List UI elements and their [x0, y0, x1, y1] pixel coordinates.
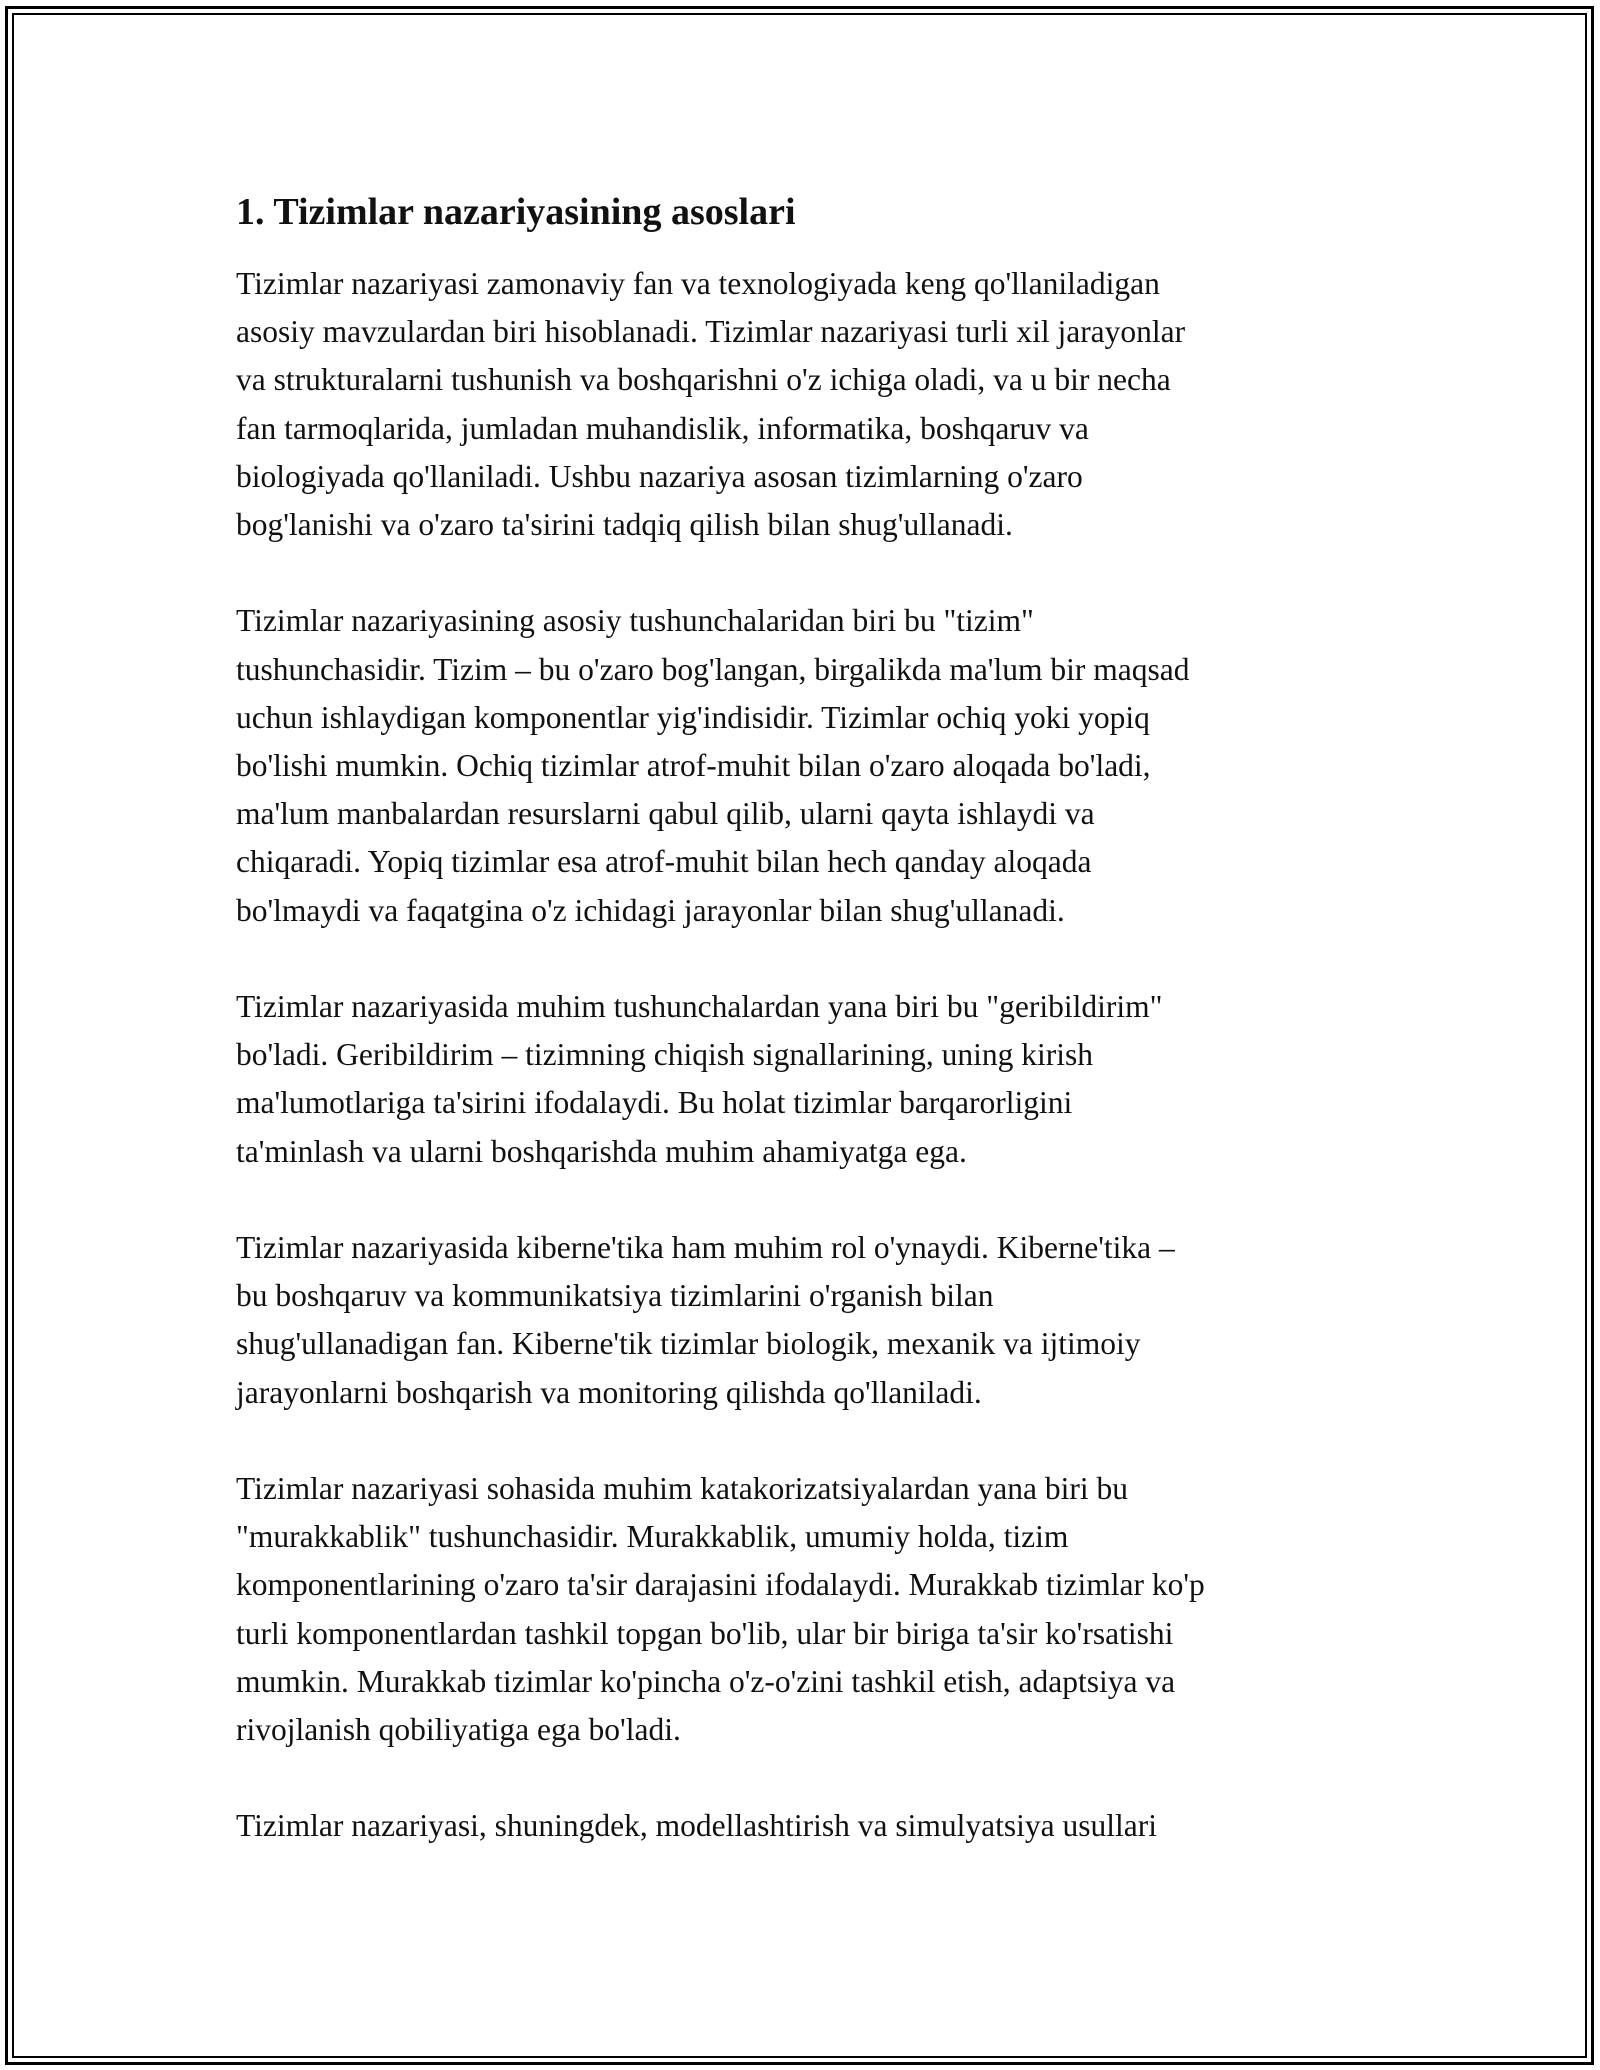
text-line: biologiyada qo'llaniladi. Ushbu nazariya asosan tizimlarning o'zaro: [236, 458, 1083, 494]
text-line: Tizimlar nazariyasi sohasida muhim katakorizatsiyalardan yana biri bu: [236, 1471, 1128, 1507]
paragraph-kibernetika: [236, 1224, 1376, 1417]
text-line: ma'lum manbalardan resurslarni qabul qilib, ularni qayta ishlaydi va: [236, 796, 1095, 832]
text-line: Tizimlar nazariyasida kiberne'tika ham muhim rol o'ynaydi. Kiberne'tika –: [236, 1230, 1175, 1266]
text-line: shug'ullanadigan fan. Kiberne'tik tizimlar biologik, mexanik va ijtimoiy: [236, 1326, 1141, 1362]
section-heading: 1. Tizimlar nazariyasining asoslari: [236, 191, 796, 233]
paragraph-tizim: [236, 597, 1376, 934]
text-line: rivojlanish qobiliyatiga ega bo'ladi.: [236, 1712, 681, 1748]
text-line: ma'lumotlariga ta'sirini ifodalaydi. Bu holat tizimlar barqarorligini: [236, 1085, 1073, 1121]
text-line: asosiy mavzulardan biri hisoblanadi. Tizimlar nazariyasi turli xil jarayonlar: [236, 314, 1186, 350]
paragraph-modellashtirish: [236, 1802, 1376, 1850]
text-line: Tizimlar nazariyasining asosiy tushunchalaridan biri bu "tizim": [236, 603, 1034, 639]
paragraph-geribildirim: [236, 983, 1376, 1176]
text-line: bo'lmaydi va faqatgina o'z ichidagi jarayonlar bilan shug'ullanadi.: [236, 892, 1065, 928]
text-line: ta'minlash va ularni boshqarishda muhim ahamiyatga ega.: [236, 1133, 967, 1169]
text-line: bog'lanishi va o'zaro ta'sirini tadqiq qilish bilan shug'ullanadi.: [236, 507, 1013, 543]
text-line: Tizimlar nazariyasi zamonaviy fan va texnologiyada keng qo'llaniladigan: [236, 266, 1160, 301]
text-line: bo'ladi. Geribildirim – tizimning chiqish signallarining, uning kirish: [236, 1037, 1093, 1073]
text-line: tushunchasidir. Tizim – bu o'zaro bog'langan, birgalikda ma'lum bir maqsad: [236, 651, 1190, 687]
paragraph-murakkablik: [236, 1465, 1376, 1754]
text-line: chiqaradi. Yopiq tizimlar esa atrof-muhit bilan hech qanday aloqada: [236, 844, 1092, 880]
text-line: jarayonlarni boshqarish va monitoring qilishda qo'llaniladi.: [236, 1374, 982, 1410]
text-line: bo'lishi mumkin. Ochiq tizimlar atrof-muhit bilan o'zaro aloqada bo'ladi,: [236, 748, 1151, 784]
text-line: uchun ishlaydigan komponentlar yig'indisidir. Tizimlar ochiq yoki yopiq: [236, 699, 1150, 735]
text-line: fan tarmoqlarida, jumladan muhandislik, informatika, boshqaruv va: [236, 410, 1089, 446]
text-line: turli komponentlardan tashkil topgan bo'lib, ular bir biriga ta'sir ko'rsatishi: [236, 1615, 1174, 1651]
text-line: "murakkablik" tushunchasidir. Murakkablik, umumiy holda, tizim: [236, 1519, 1069, 1555]
paragraph-intro: [236, 260, 1376, 549]
text-line: Tizimlar nazariyasida muhim tushunchalardan yana biri bu "geribildirim": [236, 989, 1163, 1025]
text-line: komponentlarining o'zaro ta'sir darajasini ifodalaydi. Murakkab tizimlar ko'p: [236, 1567, 1205, 1603]
text-line: va strukturalarni tushunish va boshqarishni o'z ichiga oladi, va u bir necha: [236, 362, 1171, 398]
text-line: mumkin. Murakkab tizimlar ko'pincha o'z-o'zini tashkil etish, adaptsiya va: [236, 1663, 1176, 1699]
text-line: Tizimlar nazariyasi, shuningdek, modellashtirish va simulyatsiya usullari: [236, 1808, 1157, 1844]
text-line: bu boshqaruv va kommunikatsiya tizimlarini o'rganish bilan: [236, 1278, 994, 1314]
document-body: [236, 186, 1376, 1899]
